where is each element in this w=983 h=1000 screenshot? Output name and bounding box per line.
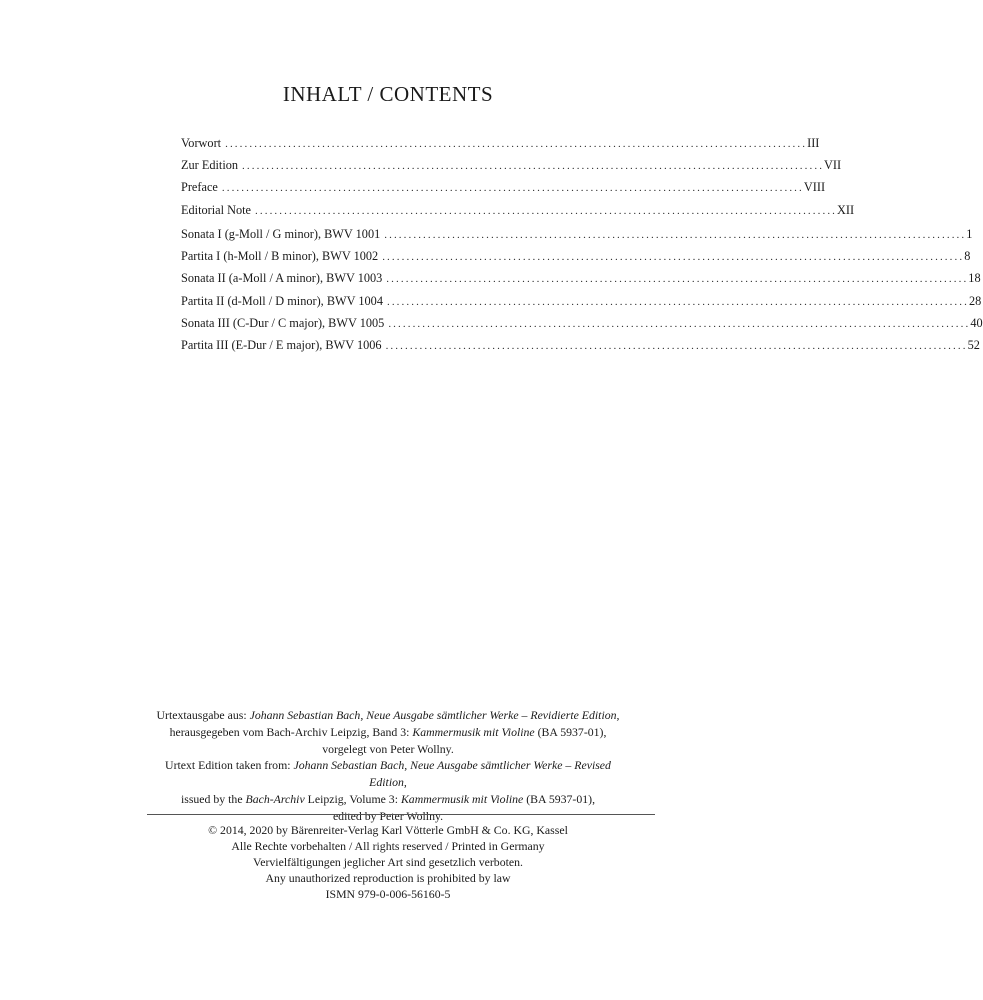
credits-text: (BA 5937-01), [534,725,607,739]
toc-entry-page: III [807,136,820,150]
toc-entry-label: Editorial Note [181,202,252,217]
credits-line [150,724,626,741]
toc-entry[interactable] [181,132,820,154]
archive-name: Bach-Archiv [245,792,305,806]
credits-prefix: Urtextausgabe aus: [156,708,250,722]
dot-leader: ........................................................................................................................ [386,295,969,308]
divider [147,814,655,815]
toc-entry-page: 18 [968,271,981,286]
toc-entry-label: Sonata I (g-Moll / G minor), BWV 1001 [181,227,381,241]
toc-entry[interactable] [181,199,855,221]
credits-german [150,707,626,758]
toc-entry-page: 40 [970,315,983,330]
toc-entry-page: VIII [803,180,826,195]
credits-text: (BA 5937-01), [523,792,596,806]
credits-text: issued by the [180,792,246,806]
toc-entry[interactable] [181,312,983,334]
credits-line [150,707,626,724]
dot-leader: ........................................................................................................................ [382,251,965,264]
credits-line: edited by Peter Wollny. [332,809,444,823]
dot-leader: ........................................................................................................................ [242,160,825,173]
work-title: Johann Sebastian Bach, Neue Ausgabe sämtlicher Werke – Revised Edition, [293,758,611,789]
reproduction-notice-de: Vervielfältigungen jeglicher Art sind gesetzlich verboten. [253,855,523,869]
dot-leader: ........................................................................................................................ [221,182,804,195]
rights-line: Alle Rechte vorbehalten / All rights reserved / Printed in Germany [231,839,545,853]
credits-line: vorgelegt von Peter Wollny. [322,742,454,756]
volume-title: Kammermusik mit Violine [412,725,535,739]
toc-entry[interactable] [181,267,981,289]
toc-entry[interactable] [181,334,980,356]
credits-prefix: Urtext Edition taken from: [165,758,294,772]
toc-entry-label: Partita I (h-Moll / B minor), BWV 1002 [181,249,379,264]
credits-text: Leipzig, Volume 3: [304,792,401,806]
toc-entry-label: Partita III (E-Dur / E major), BWV 1006 [181,337,382,352]
dot-leader: ........................................................................................................................ [388,317,971,330]
toc-entry-page: 1 [966,227,973,241]
credits-line [150,791,626,808]
toc-entry-label: Sonata II (a-Moll / A minor), BWV 1003 [181,271,383,286]
credits-text: herausgegeben vom Bach-Archiv Leipzig, Band 3: [169,725,413,739]
reproduction-notice-en: Any unauthorized reproduction is prohibited by law [265,871,511,885]
dot-leader: ........................................................................................................................ [384,229,967,241]
toc-entry-label: Partita II (d-Moll / D minor), BWV 1004 [181,293,383,308]
dot-leader: ........................................................................................................................ [255,204,838,217]
toc-entry-label: Sonata III (C-Dur / C major), BWV 1005 [181,315,385,330]
toc-front-matter [181,132,855,221]
toc-entry-label: Preface [181,180,218,195]
toc-entry-label: Vorwort [181,136,222,150]
toc-entry-label: Zur Edition [181,158,239,173]
page-title: INHALT / CONTENTS [282,82,494,106]
dot-leader: ........................................................................................................................ [385,339,968,352]
toc-entry-page: 28 [968,293,982,308]
toc-entry[interactable] [181,245,971,267]
toc-works [181,223,983,356]
toc-entry-page: XII [837,202,855,217]
toc-entry[interactable] [181,290,982,312]
credits-line [150,757,626,791]
toc-entry-page: 8 [964,249,971,264]
toc-entry[interactable] [181,154,842,176]
copyright-block [150,822,626,902]
ismn: ISMN 979-0-006-56160-5 [325,887,451,901]
volume-title: Kammermusik mit Violine [400,792,524,806]
work-title: Johann Sebastian Bach, Neue Ausgabe sämtlicher Werke – Revidierte Edition, [249,708,620,722]
toc-entry-page: VII [824,158,842,173]
dot-leader: ........................................................................................................................ [225,138,808,150]
toc-entry[interactable] [181,223,973,245]
copyright-line: © 2014, 2020 by Bärenreiter-Verlag Karl Vötterle GmbH & Co. KG, Kassel [208,823,568,837]
toc-entry-page: 52 [967,337,980,352]
dot-leader: ........................................................................................................................ [386,273,969,286]
toc-entry[interactable] [181,176,826,198]
